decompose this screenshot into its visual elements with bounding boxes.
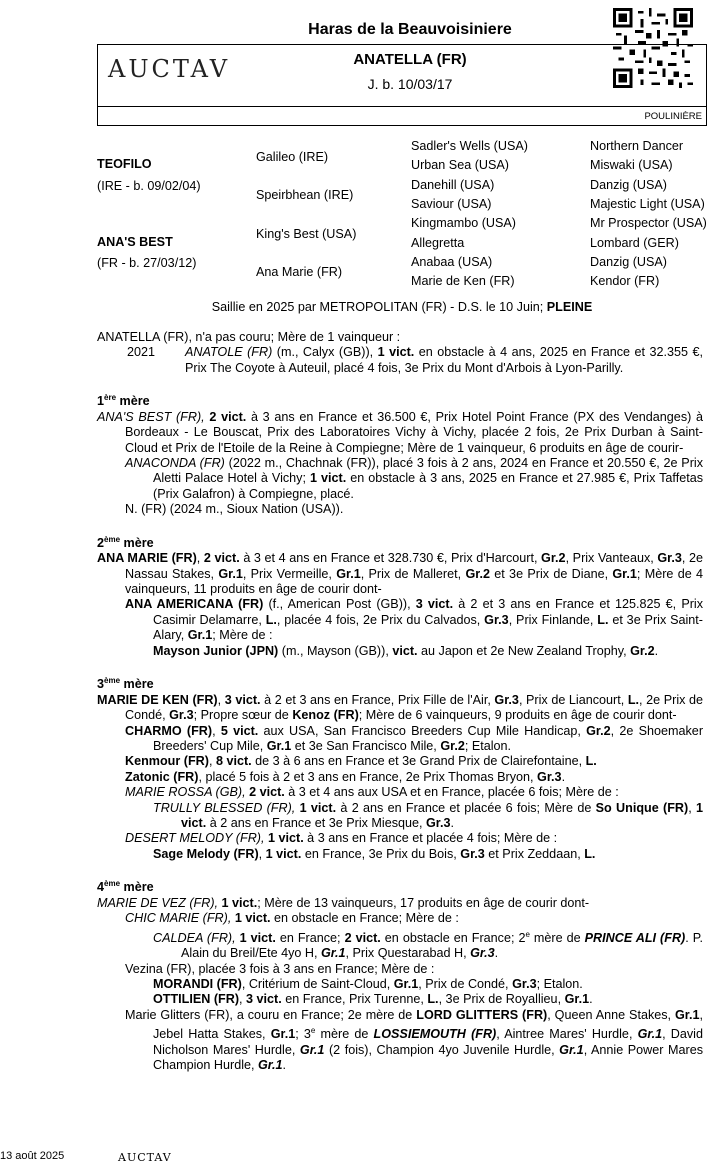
section-num: 4 (97, 880, 105, 895)
text: (m., Mayson (GB)), (278, 643, 393, 658)
section-second-dam (97, 532, 703, 552)
text: . P. Alain du Breil/Ete 4yo H, (181, 930, 704, 961)
produce-year: 2021 (127, 345, 156, 360)
grade: Gr.2 (541, 551, 566, 566)
produce-entry (97, 770, 703, 785)
pedigree-gen3: Urban Sea (USA) (411, 158, 509, 172)
pedigree-gen4: Danzig (USA) (590, 255, 667, 269)
wins: 2 vict. (249, 785, 285, 800)
grade: L. (427, 992, 439, 1007)
wins: 2 vict. (209, 409, 247, 424)
produce-entry (97, 754, 703, 769)
foal-name: CHARMO (FR) (125, 723, 213, 738)
header-right-rule (706, 44, 707, 126)
text: , (688, 800, 697, 815)
section-label: mère (120, 880, 154, 895)
foal-name: MORANDI (FR) (153, 976, 242, 991)
text: , Aintree Mares' Hurdle, (496, 1027, 638, 1042)
produce-entry (97, 911, 703, 926)
text: (f., American Post (GB)), (263, 597, 416, 612)
dam-name: ANA'S BEST (97, 235, 173, 249)
produce-entry (97, 456, 703, 502)
grade: Gr.1 (218, 566, 243, 581)
text: , (217, 692, 225, 707)
pedigree-gen3: Saviour (USA) (411, 197, 492, 211)
dam-info: (FR - b. 27/03/12) (97, 256, 197, 270)
text: ; 3 (295, 1027, 311, 1042)
foal-name: ANACONDA (FR) (125, 456, 225, 471)
text: , placée 4 fois, 2e Prix du Calvados, (276, 612, 485, 627)
ordinal: e (525, 929, 530, 939)
text: , 3e Prix de Royallieu, (438, 992, 565, 1007)
text: ; Mère de 13 vainqueurs, 17 produits en âge de courir dont- (257, 895, 590, 910)
wins: 3 vict. (415, 597, 454, 612)
section-label: mère (120, 535, 154, 550)
grade: Gr.2 (465, 566, 490, 581)
pedigree-gen4: Lombard (GER) (590, 236, 679, 250)
foal-name: TRULLY BLESSED (FR), (153, 800, 300, 815)
produce-entry (97, 847, 703, 862)
pedigree-gen2: Ana Marie (FR) (256, 265, 343, 279)
foal-name: LOSSIEMOUTH (FR) (373, 1027, 497, 1042)
pedigree-gen4: Northern Dancer (590, 139, 684, 153)
grade: L. (265, 612, 277, 627)
grade: Gr.1 (393, 976, 419, 991)
third-dam-entry (97, 693, 703, 724)
section-label: mère (116, 394, 150, 409)
text: en obstacle en France; Mère de : (270, 911, 459, 926)
wins: 8 vict. (215, 754, 252, 769)
covering-line (97, 300, 707, 315)
section-num: 1 (97, 394, 105, 409)
section-sup: ème (104, 879, 121, 889)
text: . (282, 1058, 287, 1073)
grade: Gr.3 (426, 815, 451, 830)
text: , Annie Power Mares Champion Hurdle, (153, 1042, 703, 1073)
wins: 3 vict. (246, 992, 282, 1007)
text: en obstacle à 4 ans, 2025 en France et 32.355 €, Prix The Coyote à Auteuil, placé 4 fois, 3e Prix du Mont d'Arbois à Lyon-Parilly. (185, 345, 703, 375)
section-first-dam (97, 390, 703, 410)
grade: Gr.1 (336, 566, 361, 581)
text: , David Nicholson Mares' Hurdle, (153, 1027, 703, 1057)
text: . (450, 815, 455, 830)
text: (m., Calyx (GB)), (272, 345, 378, 360)
grade: Gr.2 (586, 723, 611, 738)
footer-logo: AUCTAV (118, 1151, 172, 1164)
dam-name: MARIE DE VEZ (FR), (97, 895, 222, 910)
section-num: 2 (97, 535, 105, 550)
section-label: mère (120, 677, 154, 692)
text: ; Etalon. (464, 738, 512, 753)
wins: 1 vict. (377, 345, 415, 360)
produce-entry (97, 502, 703, 517)
produce-entry (97, 801, 703, 832)
grade: L. (585, 754, 597, 769)
pedigree-gen3: Danehill (USA) (411, 178, 495, 192)
grade: Gr.3 (470, 946, 495, 961)
text: , Prix de Malleret, (360, 566, 466, 581)
grade: Gr.2 (630, 643, 655, 658)
text: à 2 et 3 ans en France et 125.825 €, Prix Casimir Delamarre, (153, 597, 704, 627)
covering-text: Saillie en 2025 par METROPOLITAN (FR) - D.S. le 10 Juin; (211, 300, 547, 314)
wins: 1 vict. (234, 911, 271, 926)
text: , (258, 846, 266, 861)
produce-entry (97, 785, 703, 800)
text: , Prix Finlande, (508, 612, 598, 627)
text: en obstacle en France; 2 (380, 930, 526, 945)
foal-name: Mayson Junior (JPN) (153, 643, 279, 658)
foal-name: Sage Melody (FR) (153, 846, 259, 861)
ordinal: e (310, 1026, 316, 1036)
pedigree-gen2: Galileo (IRE) (256, 150, 329, 164)
wins: 1 vict. (181, 800, 704, 830)
pedigree-gen3: Anabaa (USA) (411, 255, 493, 269)
produce-entry (97, 927, 703, 962)
wins: 1 vict. (221, 895, 258, 910)
foal-name: OTTILIEN (FR) (153, 992, 240, 1007)
grade: L. (627, 692, 640, 707)
text: . (654, 643, 659, 658)
farm-name: Haras de la Beauvoisiniere (308, 21, 512, 38)
intro-line: ANATELLA (FR), n'a pas couru; Mère de 1 vainqueur : (97, 330, 401, 344)
text: en France; (275, 930, 345, 945)
grade: Gr.1 (612, 566, 637, 581)
text: , placé 5 fois à 2 et 3 ans en France, 2e Prix Thomas Bryon, (198, 769, 538, 784)
text: Vezina (FR), placée 3 fois à 3 ans en France; Mère de : (125, 961, 435, 976)
produce-entry (97, 977, 703, 992)
produce-entry (97, 962, 703, 977)
produce-record (97, 330, 703, 1074)
grade: Gr.1 (674, 1007, 700, 1022)
text: , (239, 992, 247, 1007)
text: ; Propre sœur de (193, 708, 293, 723)
text: mère de (529, 930, 585, 945)
fourth-dam-entry (97, 896, 703, 911)
dam-name: MARIE DE KEN (FR) (97, 692, 218, 707)
text: à 3 ans en France et placée 4 fois; Mère de : (303, 831, 558, 846)
foal-name: CHIC MARIE (FR), (125, 911, 235, 926)
covering-status: PLEINE (546, 300, 593, 314)
text: , Prix Vermeille, (242, 566, 337, 581)
pedigree-gen4: Miswaki (USA) (590, 158, 673, 172)
text: , 2e Nassau Stakes, (125, 551, 703, 581)
grade: L. (597, 612, 609, 627)
text: , 2e Shoemaker Breeders' Cup Mile, (153, 723, 704, 753)
text: en obstacle à 3 ans, 2025 en France et 27.985 €, Prix Taffetas (Prix Galafron) à Compiegne, placé. (153, 471, 704, 501)
grade: Gr.1 (637, 1027, 663, 1042)
text: (2022 m., Chachnak (FR)), placé 3 fois à 2 ans, 2024 en France et 20.550 €, 2e Prix Aletti Palace Hotel à Vichy; (153, 456, 703, 486)
text: , Prix Questarabad H, (345, 946, 471, 961)
text: , (196, 551, 204, 566)
grade: Gr.3 (460, 846, 485, 861)
foal-name: ANA AMERICANA (FR) (125, 597, 264, 612)
wins: 1 vict. (265, 846, 302, 861)
foal-name: MARIE ROSSA (GB), (125, 785, 250, 800)
section-sup: ère (104, 393, 117, 403)
pedigree-gen3: Marie de Ken (FR) (411, 274, 515, 288)
text: , 2e Prix de Condé, (125, 692, 704, 723)
text: et 3e San Francisco Mile, (291, 738, 441, 753)
text: à 2 et 3 ans en France, Prix Fille de l'Air, (260, 692, 495, 707)
foal-name: CALDEA (FR), (153, 930, 240, 945)
wins: 1 vict. (239, 930, 276, 945)
text: en France, 3e Prix du Bois, (301, 846, 461, 861)
text: et 3e Prix de Diane, (489, 566, 613, 581)
header-left-rule (97, 44, 98, 126)
section-sup: ème (104, 534, 121, 544)
grade: Gr.1 (266, 738, 292, 753)
grade: Gr.3 (169, 708, 194, 723)
produce-entry (97, 992, 703, 1007)
auctav-logo: AUCTAV (108, 55, 231, 83)
text: en France, Prix Turenne, (281, 992, 428, 1007)
grade: Gr.3 (484, 612, 509, 627)
wins: 1 vict. (267, 831, 304, 846)
grade: Gr.3 (512, 976, 537, 991)
section-num: 3 (97, 677, 105, 692)
pedigree-gen2: King's Best (USA) (256, 227, 357, 241)
text: , Prix Vanteaux, (565, 551, 658, 566)
foal-name: Zatonic (FR) (125, 769, 199, 784)
text: , (212, 723, 221, 738)
wins: 3 vict. (224, 692, 261, 707)
pedigree-gen3: Allegretta (411, 236, 465, 250)
text: , (208, 754, 216, 769)
text: (2 fois), Champion 4yo Juvenile Hurdle, (324, 1042, 560, 1057)
foal-name: ANATOLE (FR) (185, 345, 273, 360)
wins: 5 vict. (220, 723, 259, 738)
grade: Gr.1 (559, 1042, 584, 1057)
text: . (589, 992, 593, 1007)
foal-name: LORD GLITTERS (FR) (416, 1007, 548, 1022)
horse-name: ANATELLA (FR) (353, 51, 467, 68)
text: . (494, 946, 499, 961)
grade: Gr.1 (299, 1042, 325, 1057)
section-third-dam (97, 673, 703, 693)
wins: 1 vict. (299, 800, 337, 815)
text: , Prix de Condé, (418, 976, 513, 991)
pedigree-gen4: Danzig (USA) (590, 178, 667, 192)
sire-name: TEOFILO (97, 157, 152, 171)
grade: Gr.1 (187, 628, 213, 643)
header-mid-rule (97, 106, 707, 107)
text: aux USA, San Francisco Breeders Cup Mile Handicap, (258, 723, 587, 738)
text: de 3 à 6 ans en France et 3e Grand Prix de Clairefontaine, (251, 754, 586, 769)
header-top-rule (97, 44, 707, 45)
header-bottom-rule (97, 125, 707, 126)
text: . (561, 769, 566, 784)
foal-name: So Unique (FR) (595, 800, 689, 815)
text: N. (FR) (2024 m., Sioux Nation (USA)). (125, 502, 344, 517)
pedigree-gen4: Kendor (FR) (590, 274, 660, 288)
text: et 3e Prix Saint-Alary, (153, 612, 703, 643)
produce-entry (97, 831, 703, 846)
text: , Critérium de Saint-Cloud, (241, 976, 394, 991)
grade: Gr.3 (494, 692, 519, 707)
produce-entry (97, 1008, 703, 1074)
pedigree-gen2: Speirbhean (IRE) (256, 188, 354, 202)
horse-description: J. b. 10/03/17 (367, 76, 453, 92)
text: à 2 ans en France et 3e Prix Miesque, (206, 815, 427, 830)
text: et Prix Zeddaan, (484, 846, 585, 861)
first-dam-entry (97, 410, 703, 456)
text: mère de (315, 1027, 374, 1042)
text: ; Mère de 4 vainqueurs, 11 produits en âge de courir dont- (125, 566, 704, 597)
text: à 2 ans en France et placée 6 fois; Mère de (336, 800, 596, 815)
grade: Gr.2 (440, 738, 465, 753)
foal-name: PRINCE ALI (FR) (584, 930, 686, 945)
text: , Prix de Liancourt, (518, 692, 628, 707)
wins: 1 vict. (309, 471, 347, 486)
text: à 3 ans en France et 36.500 €, Prix Hotel Point France (PX des Vendanges) à Bordeaux - Le Bouscat, Prix des Laboratoires Vichy à Vichy, placée 2 fois, 2e Prix Durban à Saint-Cloud et Prix de l'Etoile de la Reine à Compiegne; Mère de 1 vainqueur, 6 produits en âge de courir- (125, 409, 704, 455)
grade: Gr.1 (258, 1058, 283, 1073)
grade: Gr.3 (657, 551, 682, 566)
sibling-name: Kenoz (FR) (292, 708, 359, 723)
sire-info: (IRE - b. 09/02/04) (97, 179, 201, 193)
pedigree-gen4: Mr Prospector (USA) (590, 216, 707, 230)
produce-entry (97, 644, 703, 659)
grade: Gr.3 (537, 769, 562, 784)
pedigree-gen3: Kingmambo (USA) (411, 216, 516, 230)
wins: 2 vict. (203, 551, 240, 566)
footer-date: 13 août 2025 (0, 1150, 65, 1162)
section-sup: ème (104, 676, 121, 686)
wins: vict. (392, 643, 418, 658)
text: ; Mère de 6 vainqueurs, 9 produits en âge de courir dont- (358, 708, 677, 723)
dam-name: ANA'S BEST (FR), (97, 409, 210, 424)
grade: Gr.1 (270, 1027, 296, 1042)
text: à 3 et 4 ans aux USA et en France, placée 6 fois; Mère de : (284, 785, 619, 800)
grade: Gr.1 (564, 992, 590, 1007)
text: ; Mère de : (212, 628, 273, 643)
dam-name: ANA MARIE (FR) (97, 551, 197, 566)
produce-entry (97, 345, 703, 376)
text: au Japon et 2e New Zealand Trophy, (417, 643, 631, 658)
second-dam-entry (97, 551, 703, 597)
grade: L. (584, 846, 596, 861)
qr-code (613, 8, 693, 88)
foal-name: DESERT MELODY (FR), (125, 831, 268, 846)
text: à 3 et 4 ans en France et 328.730 €, Prix d'Harcourt, (239, 551, 542, 566)
pedigree-gen4: Majestic Light (USA) (590, 197, 705, 211)
text: Marie Glitters (FR), a couru en France; 2e mère de (125, 1007, 417, 1022)
text: , Queen Anne Stakes, (547, 1007, 675, 1022)
grade: Gr.1 (321, 946, 346, 961)
section-fourth-dam (97, 876, 703, 896)
text: ; Etalon. (536, 976, 583, 991)
foal-name: Kenmour (FR) (125, 754, 209, 769)
wins: 2 vict. (344, 930, 381, 945)
produce-entry (97, 724, 703, 755)
text: , Jebel Hatta Stakes, (153, 1007, 703, 1042)
produce-entry (97, 597, 703, 643)
pedigree-gen3: Sadler's Wells (USA) (411, 139, 528, 153)
category-label: POULINIÈRE (644, 111, 702, 122)
